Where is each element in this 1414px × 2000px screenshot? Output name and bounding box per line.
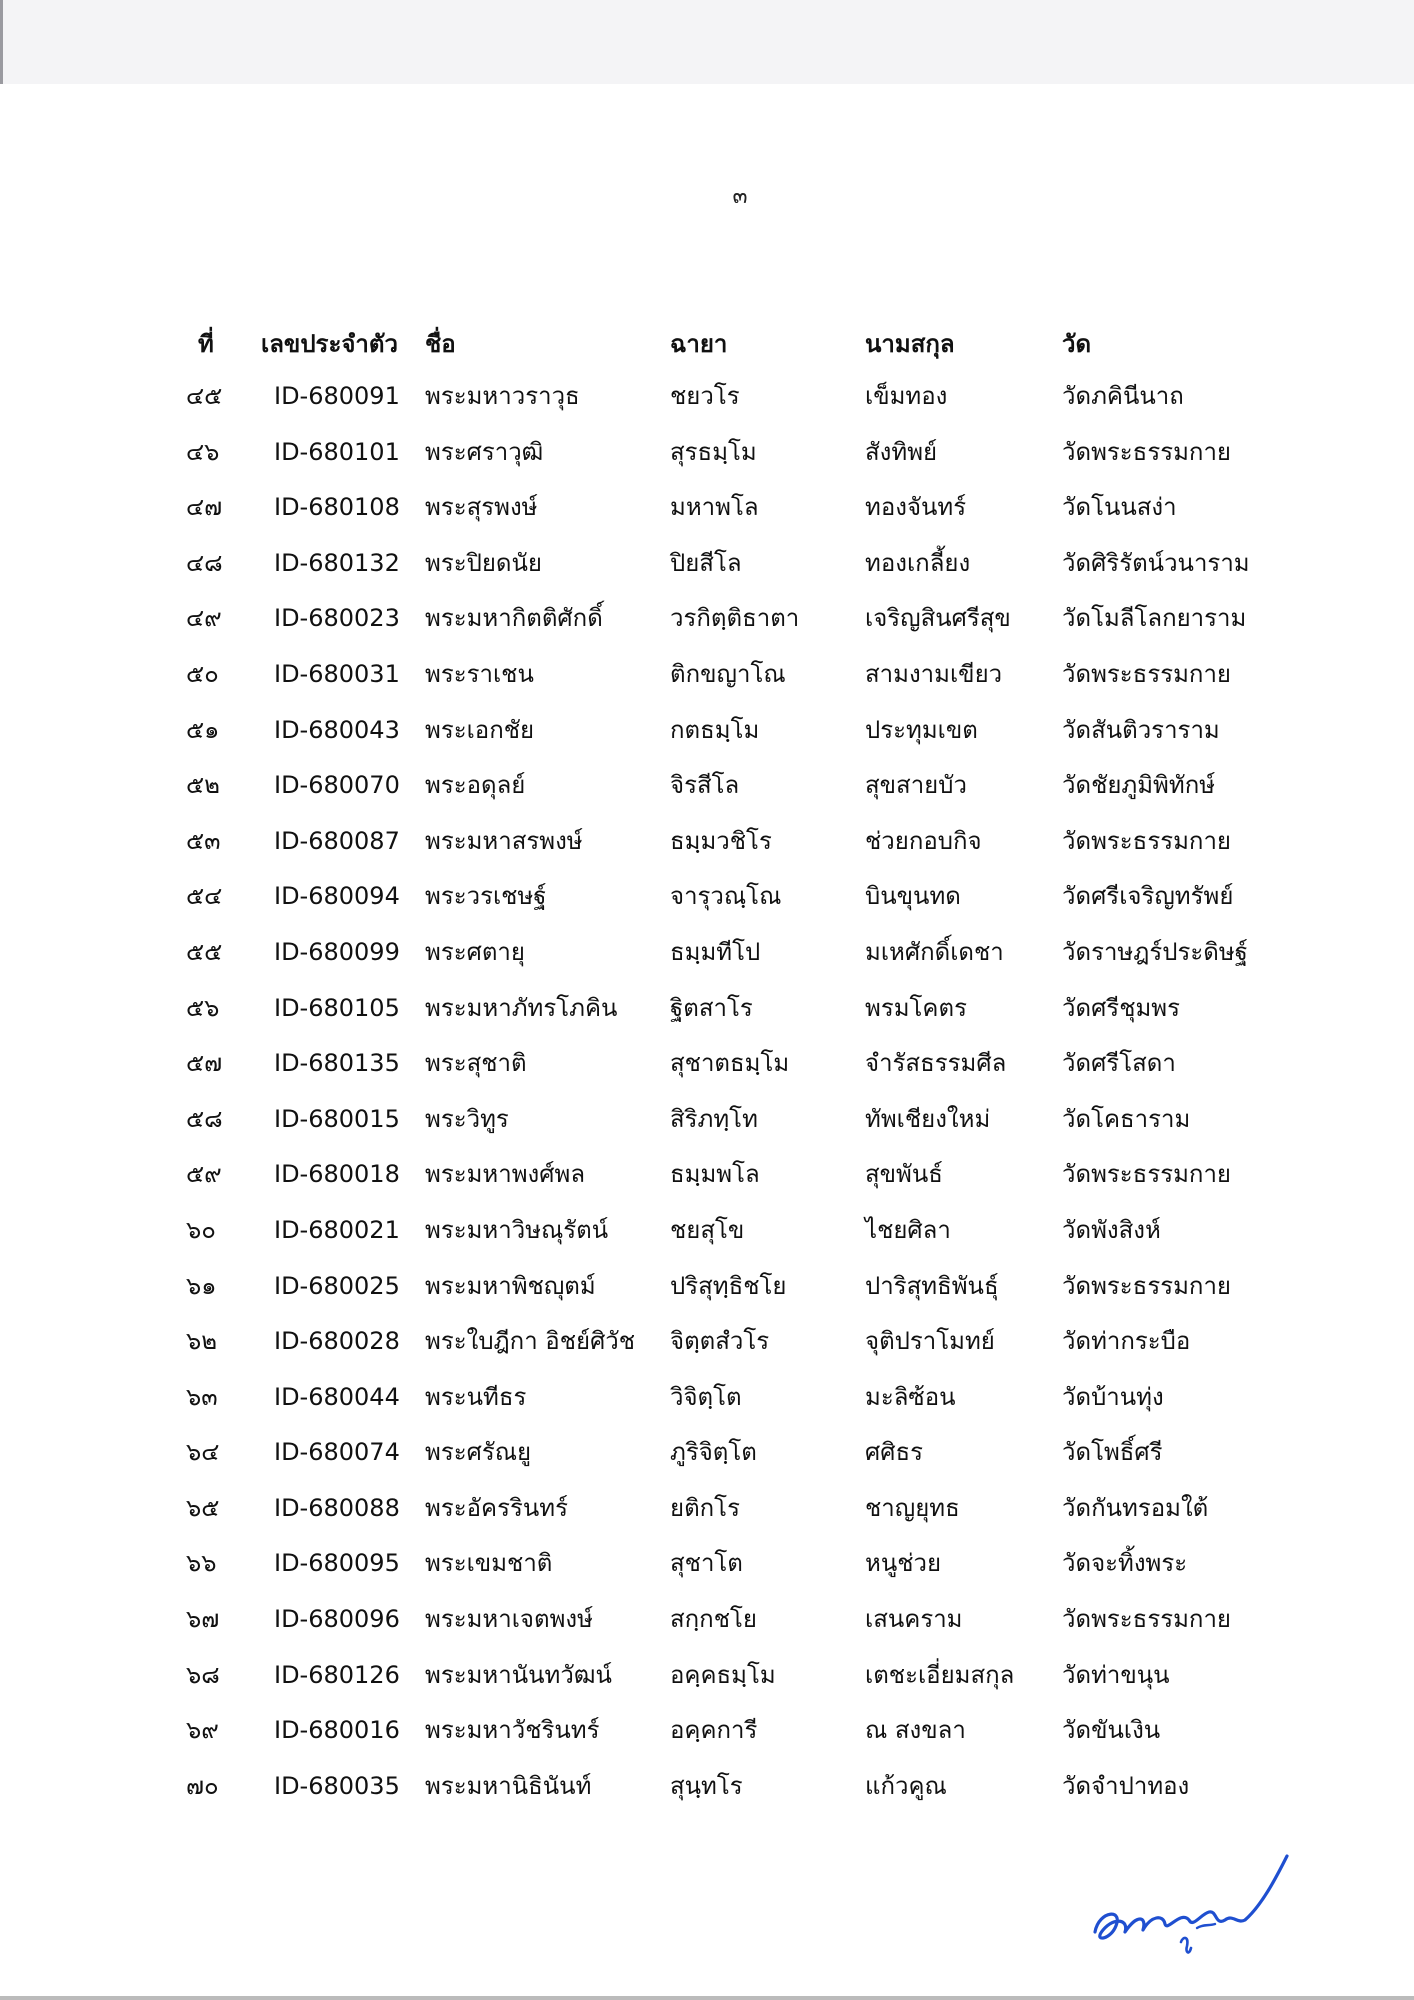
row-name: พระศราวุฒิ: [425, 437, 544, 466]
header-no: ที่: [198, 330, 214, 358]
row-name: พระศรัณยู: [425, 1438, 532, 1467]
roster-table: [0, 322, 1414, 1819]
row-name: พระมหานันทวัฒน์: [425, 1660, 612, 1689]
row-id: ID-680016: [274, 1716, 400, 1745]
table-row: [0, 819, 1414, 875]
table-row: [0, 1375, 1414, 1431]
row-wat: วัดจำปาทอง: [1062, 1771, 1190, 1800]
row-surname: พรมโคตร: [865, 993, 967, 1022]
row-no: ๕๗: [186, 1049, 223, 1078]
row-wat: วัดบ้านทุ่ง: [1062, 1382, 1164, 1411]
row-name: พระมหานิธินันท์: [425, 1771, 592, 1800]
row-chaya: ชยวโร: [670, 382, 740, 410]
row-id: ID-680074: [274, 1438, 400, 1467]
row-no: ๕๙: [186, 1160, 222, 1189]
row-no: ๖๖: [186, 1549, 217, 1578]
table-body: [0, 374, 1414, 1819]
row-id: ID-680035: [274, 1771, 400, 1800]
row-chaya: กตธมฺโม: [670, 715, 760, 744]
row-chaya: ปิยสีโล: [670, 548, 742, 577]
row-wat: วัดราษฎร์ประดิษฐ์: [1062, 937, 1248, 966]
row-chaya: ธมฺมพโล: [670, 1160, 760, 1189]
row-surname: ทัพเชียงใหม่: [865, 1104, 991, 1133]
row-wat: วัดกันทรอมใต้: [1062, 1493, 1209, 1522]
header-name: ชื่อ: [425, 330, 456, 358]
row-id: ID-680132: [274, 548, 400, 577]
table-row: [0, 1764, 1414, 1820]
row-name: พระศตายุ: [425, 937, 525, 966]
row-surname: แก้วคูณ: [865, 1771, 947, 1800]
row-wat: วัดโคธาราม: [1062, 1104, 1191, 1133]
row-chaya: วิจิตฺโต: [670, 1382, 742, 1411]
table-row: [0, 596, 1414, 652]
row-surname: ทองจันทร์: [865, 493, 967, 522]
row-wat: วัดศรีเจริญทรัพย์: [1062, 882, 1234, 911]
row-surname: ปาริสุทธิพันธุ์: [865, 1271, 999, 1300]
row-chaya: สุชาตธมฺโม: [670, 1049, 790, 1078]
row-chaya: ปริสุทฺธิชโย: [670, 1271, 787, 1300]
row-surname: ศศิธร: [865, 1438, 924, 1467]
row-surname: ณ สงขลา: [865, 1716, 966, 1745]
table-row: [0, 708, 1414, 764]
row-no: ๗๐: [186, 1771, 219, 1800]
row-id: ID-680099: [274, 937, 400, 966]
row-wat: วัดพระธรรมกาย: [1062, 1160, 1231, 1189]
row-no: ๖๑: [186, 1271, 217, 1300]
row-chaya: ธมฺมทีโป: [670, 937, 761, 966]
table-row: [0, 1430, 1414, 1486]
row-no: ๕๑: [186, 715, 220, 744]
row-chaya: ติกขญาโณ: [670, 659, 786, 688]
table-row: [0, 1152, 1414, 1208]
row-surname: ทองเกลี้ยง: [865, 548, 971, 577]
row-name: พระมหาเจตพงษ์: [425, 1605, 593, 1634]
table-header-row: [0, 322, 1414, 374]
row-name: พระมหาวราวุธ: [425, 382, 580, 410]
row-no: ๔๖: [186, 437, 220, 466]
row-wat: วัดพระธรรมกาย: [1062, 659, 1231, 688]
signature-mark: [1085, 1850, 1295, 1960]
row-no: ๔๕: [186, 382, 223, 410]
row-wat: วัดพระธรรมกาย: [1062, 1605, 1231, 1634]
row-name: พระเขมชาติ: [425, 1549, 553, 1578]
row-no: ๕๕: [186, 937, 223, 966]
row-id: ID-680028: [274, 1327, 400, 1356]
row-id: ID-680135: [274, 1049, 400, 1078]
row-id: ID-680095: [274, 1549, 400, 1578]
row-name: พระอัครรินทร์: [425, 1493, 568, 1522]
table-row: [0, 1541, 1414, 1597]
row-no: ๕๖: [186, 993, 220, 1022]
table-row: [0, 430, 1414, 486]
row-chaya: ธมฺมวชิโร: [670, 826, 772, 855]
table-row: [0, 374, 1414, 430]
row-id: ID-680108: [274, 493, 400, 522]
row-id: ID-680070: [274, 771, 400, 800]
row-name: พระนทีธร: [425, 1382, 527, 1411]
row-id: ID-680126: [274, 1660, 400, 1689]
table-row: [0, 763, 1414, 819]
row-id: ID-680043: [274, 715, 400, 744]
row-name: พระปิยดนัย: [425, 548, 542, 577]
table-row: [0, 1486, 1414, 1542]
header-chaya: ฉายา: [670, 330, 728, 358]
row-surname: ชาญยุทธ: [865, 1493, 960, 1522]
row-name: พระมหากิตติศักดิ์: [425, 604, 603, 633]
table-row: [0, 485, 1414, 541]
row-id: ID-680087: [274, 826, 400, 855]
row-name: พระมหาสรพงษ์: [425, 826, 583, 855]
table-row: [0, 874, 1414, 930]
row-chaya: จารุวณฺโณ: [670, 882, 782, 911]
row-no: ๖๙: [186, 1716, 219, 1745]
row-surname: มเหศักดิ์เดชา: [865, 937, 1004, 966]
row-wat: วัดสันติวราราม: [1062, 715, 1220, 744]
row-name: พระสุรพงษ์: [425, 493, 538, 522]
row-wat: วัดโมลีโลกยาราม: [1062, 604, 1247, 633]
table-row: [0, 1264, 1414, 1320]
row-no: ๕๔: [186, 882, 223, 911]
row-chaya: วรกิตฺติธาตา: [670, 604, 800, 633]
row-wat: วัดพระธรรมกาย: [1062, 1271, 1231, 1300]
row-no: ๕๒: [186, 771, 220, 800]
page-number: ๓: [732, 184, 748, 209]
row-chaya: ชยสุโข: [670, 1215, 745, 1244]
signature-stroke: [1095, 1856, 1287, 1938]
row-id: ID-680096: [274, 1605, 400, 1634]
scan-bottom-edge: [0, 1996, 1414, 2000]
row-wat: วัดชัยภูมิพิทักษ์: [1062, 771, 1216, 800]
row-surname: ช่วยกอบกิจ: [865, 826, 982, 855]
row-surname: ประทุมเขต: [865, 715, 978, 744]
row-id: ID-680031: [274, 659, 400, 688]
row-wat: วัดขันเงิน: [1062, 1716, 1161, 1745]
row-chaya: สุนฺทโร: [670, 1771, 743, 1800]
row-chaya: อคฺคธมฺโม: [670, 1660, 776, 1689]
row-chaya: มหาพโล: [670, 493, 759, 522]
table-row: [0, 1097, 1414, 1153]
scan-left-edge: [0, 0, 3, 84]
row-chaya: จิรสีโล: [670, 771, 740, 800]
row-wat: วัดศรีชุมพร: [1062, 993, 1181, 1022]
row-wat: วัดภคินีนาถ: [1062, 382, 1184, 410]
row-id: ID-680015: [274, 1104, 400, 1133]
row-id: ID-680088: [274, 1493, 400, 1522]
row-name: พระมหาภัทรโภคิน: [425, 993, 618, 1022]
row-surname: สุขสายบัว: [865, 771, 967, 800]
row-surname: เตชะเอี่ยมสกุล: [865, 1660, 1015, 1689]
row-chaya: อคฺคการี: [670, 1716, 758, 1745]
table-row: [0, 986, 1414, 1042]
row-name: พระเอกชัย: [425, 715, 535, 744]
scan-top-band: [0, 0, 1414, 84]
row-chaya: จิตฺตสํวโร: [670, 1327, 770, 1356]
row-chaya: สิริภทฺโท: [670, 1104, 758, 1133]
row-wat: วัดศรีโสดา: [1062, 1049, 1176, 1078]
row-surname: เสนคราม: [865, 1605, 963, 1634]
row-id: ID-680025: [274, 1271, 400, 1300]
row-surname: สามงามเขียว: [865, 659, 1003, 688]
row-name: พระมหาวิษณุรัตน์: [425, 1215, 609, 1244]
row-name: พระวิทูร: [425, 1104, 509, 1133]
row-wat: วัดพังสิงห์: [1062, 1215, 1161, 1244]
row-chaya: ยติกโร: [670, 1493, 740, 1522]
row-chaya: ฐิตสาโร: [670, 993, 753, 1022]
row-wat: วัดพระธรรมกาย: [1062, 826, 1231, 855]
table-row: [0, 1208, 1414, 1264]
row-wat: วัดโนนสง่า: [1062, 493, 1177, 522]
row-surname: จุติปราโมทย์: [865, 1327, 995, 1356]
row-no: ๔๗: [186, 493, 223, 522]
row-no: ๖๗: [186, 1605, 220, 1634]
table-row: [0, 1708, 1414, 1764]
table-row: [0, 541, 1414, 597]
header-wat: วัด: [1062, 330, 1092, 358]
row-surname: จำรัสธรรมศีล: [865, 1049, 1007, 1078]
row-wat: วัดพระธรรมกาย: [1062, 437, 1231, 466]
row-name: พระมหาพงศ์พล: [425, 1160, 586, 1189]
row-surname: บินขุนทด: [865, 882, 961, 911]
row-name: พระมหาวัชรินทร์: [425, 1716, 600, 1745]
row-no: ๕๐: [186, 659, 219, 688]
row-no: ๖๘: [186, 1660, 220, 1689]
row-name: พระอดุลย์: [425, 771, 526, 800]
table-row: [0, 652, 1414, 708]
row-no: ๖๒: [186, 1327, 218, 1356]
table-row: [0, 1653, 1414, 1709]
signature-stroke: [1181, 1938, 1191, 1953]
row-no: ๖๔: [186, 1438, 220, 1467]
row-name: พระวรเชษฐ์: [425, 882, 547, 911]
row-id: ID-680021: [274, 1215, 400, 1244]
table-row: [0, 1597, 1414, 1653]
row-id: ID-680023: [274, 604, 400, 633]
row-name: พระสุชาติ: [425, 1049, 527, 1078]
row-no: ๖๐: [186, 1215, 216, 1244]
row-id: ID-680091: [274, 382, 400, 410]
row-no: ๕๓: [186, 826, 221, 855]
signature-stroke: [1197, 1924, 1215, 1928]
row-wat: วัดจะทิ้งพระ: [1062, 1549, 1188, 1578]
row-chaya: สุรธมฺโม: [670, 437, 757, 466]
row-surname: สุขพันธ์: [865, 1160, 943, 1189]
row-surname: เข็มทอง: [865, 382, 948, 410]
row-no: ๖๓: [186, 1382, 218, 1411]
row-no: ๔๘: [186, 548, 223, 577]
row-wat: วัดท่าขนุน: [1062, 1660, 1170, 1689]
row-id: ID-680105: [274, 993, 400, 1022]
header-id: เลขประจำตัว: [261, 330, 398, 358]
row-no: ๕๘: [186, 1104, 223, 1133]
row-no: ๖๕: [186, 1493, 220, 1522]
table-row: [0, 1319, 1414, 1375]
row-surname: มะลิซ้อน: [865, 1382, 956, 1411]
row-name: พระใบฎีกา อิชย์ศิวัช: [425, 1327, 636, 1356]
row-surname: เจริญสินศรีสุข: [865, 604, 1011, 633]
row-no: ๔๙: [186, 604, 222, 633]
row-surname: สังทิพย์: [865, 437, 938, 466]
row-chaya: สุชาโต: [670, 1549, 743, 1578]
row-surname: หนูช่วย: [865, 1549, 942, 1578]
row-chaya: ภูริจิตฺโต: [670, 1438, 757, 1467]
row-id: ID-680018: [274, 1160, 400, 1189]
row-surname: ไชยศิลา: [865, 1215, 951, 1244]
row-wat: วัดโพธิ์ศรี: [1062, 1438, 1163, 1467]
row-name: พระมหาพิชญุตม์: [425, 1271, 596, 1300]
row-id: ID-680044: [274, 1382, 400, 1411]
row-id: ID-680101: [274, 437, 400, 466]
row-chaya: สกฺกชโย: [670, 1605, 757, 1634]
table-row: [0, 930, 1414, 986]
row-id: ID-680094: [274, 882, 400, 911]
table-row: [0, 1041, 1414, 1097]
row-wat: วัดท่ากระบือ: [1062, 1327, 1191, 1356]
row-name: พระราเชน: [425, 659, 534, 688]
header-surname: นามสกุล: [865, 330, 955, 358]
row-wat: วัดศิริรัตน์วนาราม: [1062, 548, 1250, 577]
